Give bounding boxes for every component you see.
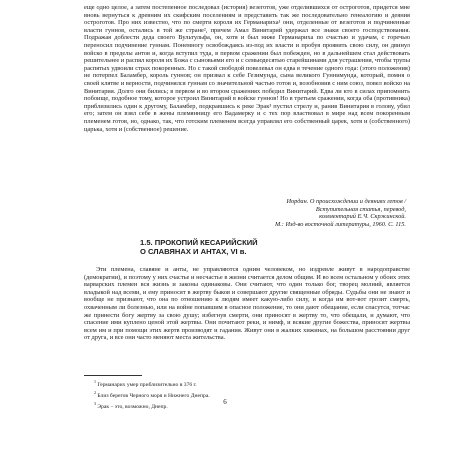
citation-line: Вступительная статья, перевод, (315, 205, 406, 213)
footnote-item (94, 378, 394, 389)
citation-line: комментарий Е.Ч. Скржинской. (319, 213, 406, 221)
citation-line: М.: Изд-во восточной литературы, 1960. С. 115. (274, 220, 406, 228)
footnote-number: 3 (94, 400, 96, 406)
body-paragraph-jordanes: еще одно целое, а затем постепенное последовал (история) везеготов, уже отделившихся от остроготов, придется мне вновь вернуться к древним их скифским поселениям и представить так же последовательно генеалогию и деяния остроготов. Про них известно, что по смерти короля их Германариха¹ они, отделенные от везеготов и подчиненные власти гуннов, остались в той же стране², причем Амал Винитарий удержал все знаки своего господствования. Подражая доблести деда своего Вультульфа, он, хотя и был ниже Германариха по счастью и удачам, с горечью переносил подчинение гуннам. Понемногу освобождаясь из-под их власти и пробуя проявить свою силу, он двинул войско в пределы антов и, когда вступил туда, в первом сражении был побежден, но в дальнейшем стал действовать решительнее и распял короля их Божа с сыновьями его и с семьюдесятью старейшинами для устрашения, чтобы трупы распятых удвоили страх покоренных. Но с такой свободой повелевал он едва в течение одного года: (этого положения) не потерпел Баламбер, король гуннов; он призвал к себе Гезимунда, сына великого Гуннимунда, который, помня о своей клятве и верности, подчинялся гуннам со значительной частью готов и, возобновив с ним союз, повел войско на Винитария. Долго они бились; в первом и во втором сражениях победил Винитарий. Едва ли кто в силах припомнить побоище, подобное тому, которое устроил Винитарий в войске гуннов! Но в третьем сражении, когда оба (противника) приблизились один к другому, Баламбер, подкравшись к реке Эрак³ пустил стрелу и, ранив Винитария в голову, убил его; затем он взял себе в жены племянницу его Вадамерку и с тех пор властвовал в мире над всем покоренным племенем готов, но, однако, так, что готским племенем всегда управлял его собственный царек, хотя и (собственного) царька, хотя и (собственное) решение. (84, 4, 410, 133)
footnote-divider (84, 375, 142, 376)
citation-block (106, 198, 406, 228)
footnote-text: Близ берегов Черного моря и Нижнего Днепра. (97, 392, 210, 399)
footnote-text: Германарих умер приблизительно в 376 г. (97, 381, 197, 388)
body-paragraph-procopius: Эти племена, славяне и анты, не управляются одним человеком, но издревле живут в народоправстве (демократии), и поэтому у них счастье и несчастье в жизни считается делом общим. И во всем остальном у обоих этих варварских племен вся жизнь и законы одинаковы. Они считают, что один только бог, творец молний, является владыкой над всеми, и ему приносят в жертву быков и совершают другие священные обряды. Судьбы они не знают и вообще не признают, что она по отношению к людям имеет какую-либо силу, и когда им вот-вот грозит смерть, охваченным ли болезнью, или на войне попавшим в опасное положение, то они дают обещание, если спасутся, тотчас же принести богу жертву за свою душу; избегнув смерти, они приносят в жертву то, что обещали, и думают, что спасение ими куплено ценой этой жертвы. Они почитают реки, и нимф, и всякие другие божества, приносят жертвы всем им и при помощи этих жертв производят и гадания. Живут они в жалких хижинах, на большом расстоянии друг от друга, и все они часто меняют места жительства. (84, 266, 410, 342)
page-number: 6 (223, 398, 227, 406)
section-heading-line: О СЛАВЯНАХ И АНТАХ, VI в. (140, 247, 247, 257)
citation-line: Иордан. О происхождении и деяниях гетов / (286, 198, 406, 205)
footnote-text: Эрак – это, возможно, Днепр. (97, 403, 168, 410)
footnote-number: 1 (94, 379, 96, 384)
section-heading (140, 238, 340, 257)
footnote-number: 2 (94, 389, 96, 395)
section-heading-line: 1.5. ПРОКОПИЙ КЕСАРИЙСКИЙ (140, 238, 258, 247)
